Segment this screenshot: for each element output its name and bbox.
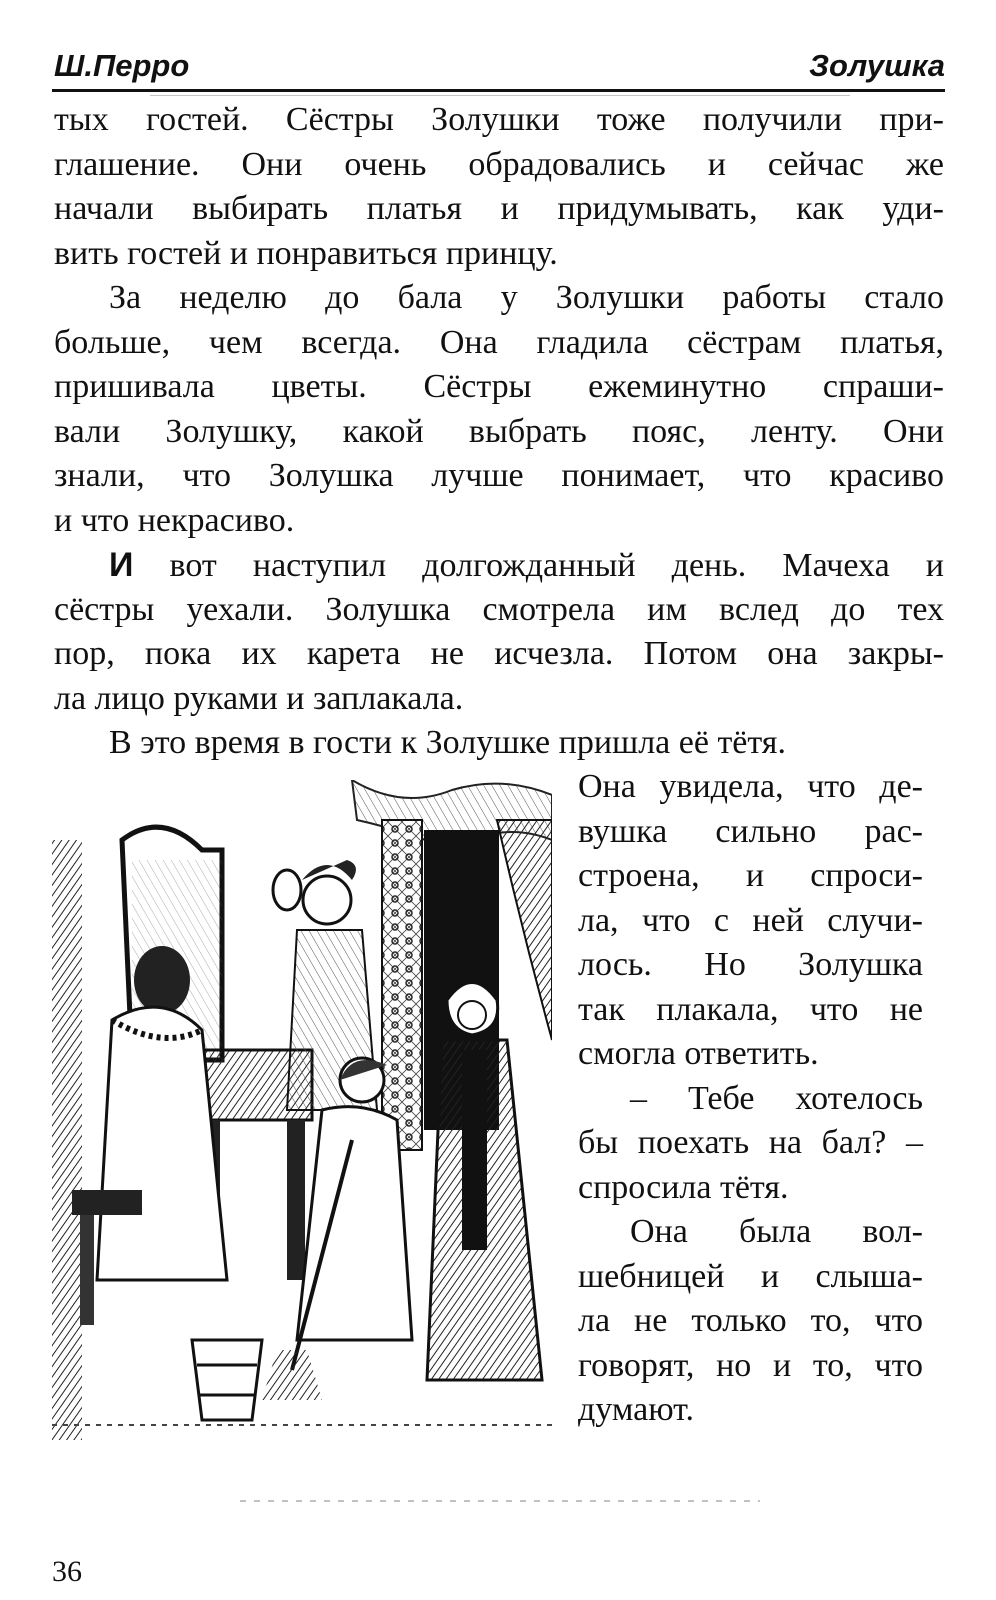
text-line: и что некрасиво. [54, 501, 295, 539]
text-line: За неделю до бала у Золушки работы стало [109, 279, 944, 316]
godmother-robe-panel [462, 1050, 487, 1250]
curtain-right [497, 820, 552, 1040]
text-line: шебницей и слыша- [578, 1257, 923, 1295]
header-rule [52, 89, 945, 92]
header-rule-faint [150, 95, 850, 96]
text-column [578, 765, 923, 1433]
text-line: сёстры уехали. Золушка смотрела им вслед до тех [54, 590, 944, 628]
text-line: вали Золушку, какой выбрать пояс, ленту. Они [54, 412, 944, 450]
text-line: больше, чем всегда. Она гладила сёстрам платья, [54, 323, 944, 361]
text-line: Она увидела, что де- [578, 768, 923, 805]
paragraph-1 [54, 98, 944, 276]
ornamented-pillar [382, 820, 422, 1150]
text-line: лось. Но Золушка [578, 946, 923, 983]
paragraph-3 [54, 543, 944, 721]
text-line: думают. [578, 1391, 694, 1428]
text-line: спросила тётя. [578, 1168, 789, 1206]
header-title: Золушка [809, 48, 945, 83]
text-line: начали выбирать платья и придумывать, как уди- [54, 190, 944, 227]
cinderella-illustration [52, 780, 552, 1440]
header-author: Ш.Перро [54, 48, 190, 83]
text-line: вушка сильно рас- [578, 812, 923, 850]
stepsister-hair [134, 946, 190, 1014]
stool [72, 1190, 142, 1215]
standing-sister-head [303, 876, 351, 924]
godmother-face [458, 1001, 486, 1029]
text-line: пришивала цветы. Сёстры ежеминутно спраши- [54, 368, 944, 405]
text-line: бы поехать на бал? – [578, 1124, 923, 1161]
bucket [192, 1340, 262, 1420]
dropcap: И [109, 546, 134, 584]
paragraph-2 [54, 276, 944, 543]
text-line: Она была вол- [630, 1213, 923, 1250]
text-line: – Тебе хотелось [630, 1079, 923, 1117]
text-line: ла не только то, что [578, 1302, 923, 1339]
text-line: тых гостей. Сёстры Золушки тоже получили при- [54, 101, 944, 138]
text-line: В это время в гости к Золушке пришла её тётя. [109, 724, 786, 761]
text-line: знали, что Золушка лучше понимает, что красиво [54, 457, 944, 494]
hand-mirror [273, 870, 301, 910]
text-line: пор, пока их карета не исчезла. Потом она закры- [54, 635, 944, 672]
text-line-rest: вот наступил долгожданный день. Мачеха и [133, 547, 944, 584]
dresser-leg [287, 1120, 305, 1280]
cinderella-dress [297, 1107, 412, 1340]
text-line: вить гостей и понравиться принцу. [54, 234, 558, 272]
footer-dotted-rule [240, 1500, 760, 1502]
text-line [54, 543, 944, 588]
page-number: 36 [52, 1555, 82, 1588]
text-line: строена, и спроси- [578, 857, 923, 894]
paragraph-4-intro [54, 721, 944, 766]
stool-leg [80, 1215, 94, 1325]
text-line: смогла ответить. [578, 1035, 819, 1072]
broom-head [262, 1350, 322, 1400]
text-line: ла, что с ней случи- [578, 901, 923, 939]
text-line: говорят, но и то, что [578, 1346, 923, 1384]
left-wall [52, 840, 82, 1440]
running-header [52, 44, 945, 92]
text-line: глашение. Они очень обрадовались и сейчас же [54, 145, 944, 183]
text-line: ла лицо руками и заплакала. [54, 679, 464, 717]
text-line: так плакала, что не [578, 990, 923, 1028]
